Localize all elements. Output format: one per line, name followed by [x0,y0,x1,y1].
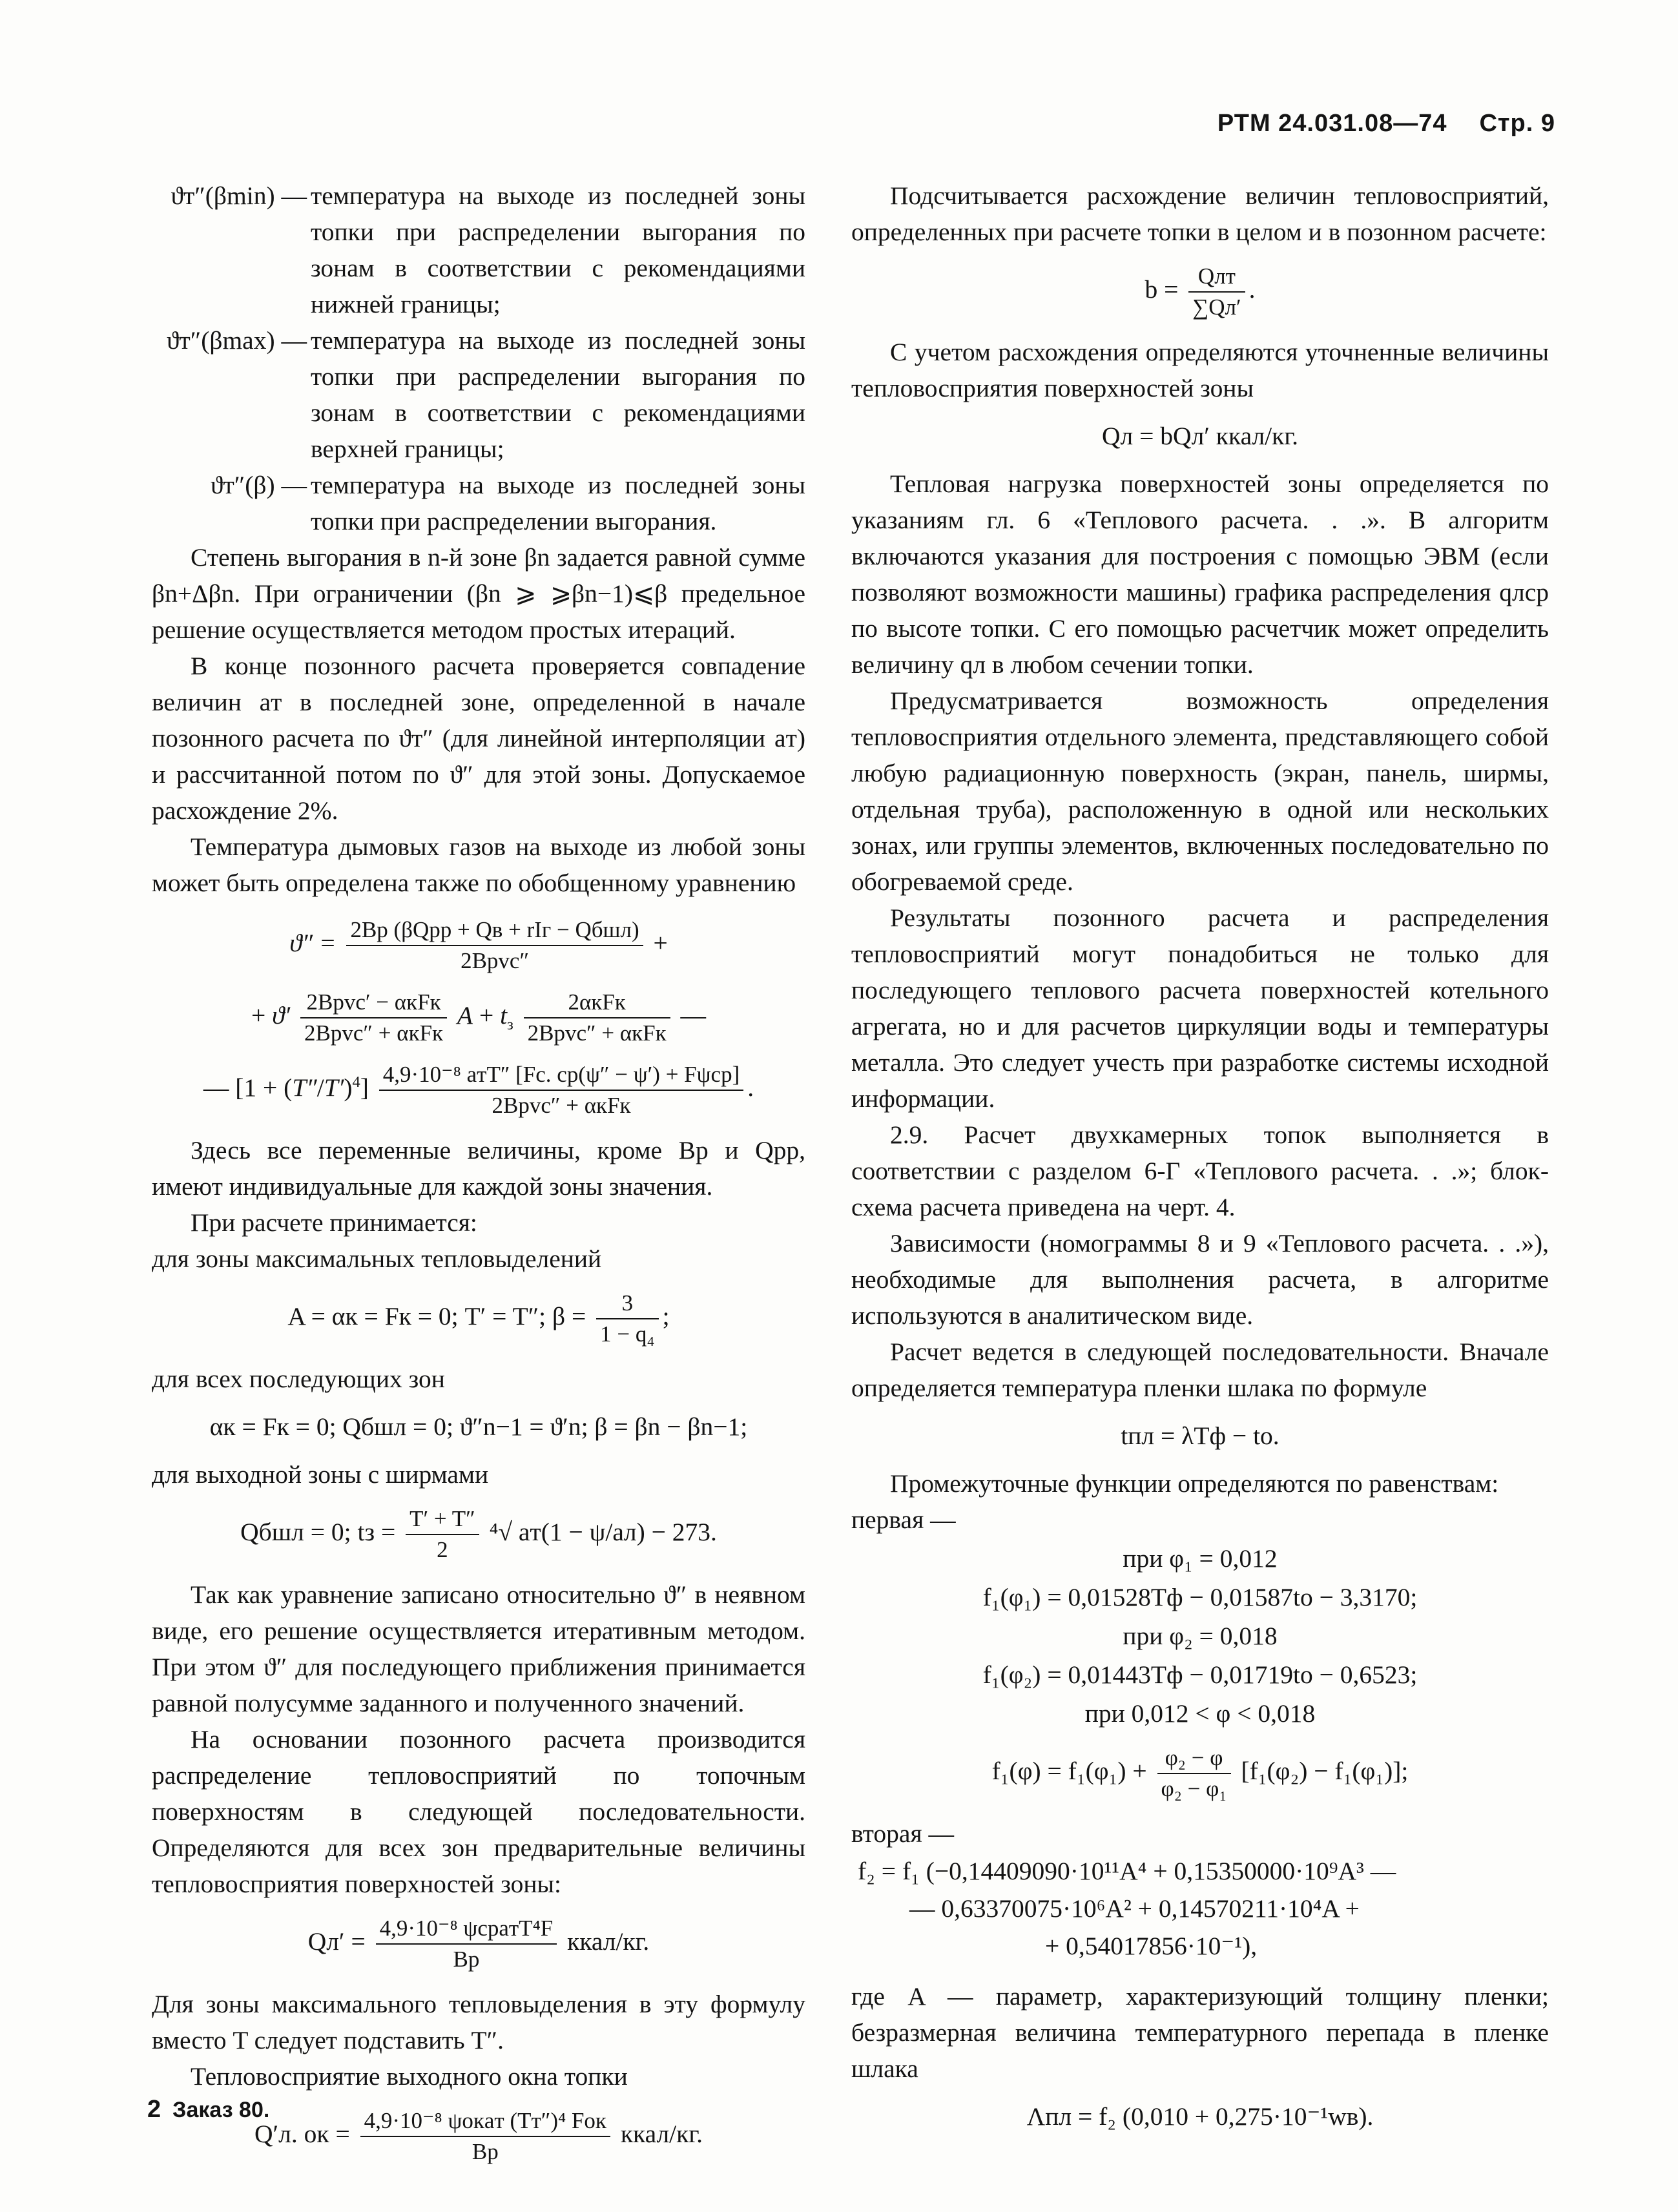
equation-f1-interp: f₁(φ) = f₁(φ₁) + $\frac{\text{φ₂ − φ}}{\text{φ₂ − φ₁}}$ [f₁(φ₂) − f₁(φ₁)]; [851,1743,1549,1804]
equation-b: b = $\frac{\text{Qлт}}{\sum Qл'}$ . [851,262,1549,322]
equation-q-prelim: Qл′ = $\frac{\text{4,9·10⁻⁸ ψсрaтT⁴F}}{Bр}$ ккал/кг. [152,1914,805,1974]
equation-lambda-film: Λпл = f₂ (0,010 + 0,275·10⁻¹wв). [1026,2102,1374,2131]
paragraph: первая — [851,1505,956,1534]
fraction: $\frac{\text{2Bрvc′ − αкFк}}{\text{2Bрvc″ + αкFк}}$ [300,987,447,1048]
equation-zone-max: A = αк = Fк = 0; T′ = T″; β = $\frac{3}{\text{1 − q₄}}$ ; [152,1288,805,1349]
paragraph: В конце позонного расчета проверяется совпадение величин aт в последней зоне, определенной в начале позонного расчета по ϑт″ (для линейной интерполяции aт) и рассчитанной потом по ϑ″ для этой зоны. Допускаемое расхождение 2%. [152,652,805,825]
fraction: $\frac{T' + T''}{2}$ [406,1504,479,1565]
paragraph: Промежуточные функции определяются по равенствам: [890,1469,1499,1498]
paragraph: Расчет ведется в следующей последовательности. Вначале определяется температура пленки шлака по формуле [851,1338,1549,1402]
definition-text: температура на выходе из последней зоны топки при распределении выгорания по зонам в соответствии с рекомендациями нижней границы; [311,181,805,318]
paragraph: Подсчитывается расхождение величин тепловосприятий, определенных при расчете топки в целом и в позонном расчете: [851,181,1549,246]
definition-item [152,322,805,467]
definition-symbol: ϑт″(βmin) — [171,181,307,210]
paragraph: Результаты позонного расчета и распределения тепловосприятий могут понадобиться не только для последующего теплового расчета поверхностей котельного агрегата, но и для расчетов циркуляции воды и температуры металла. Это следует учесть при разработке системы исходной информации. [851,904,1549,1113]
equation-theta-line2: + ϑ′ $\frac{\text{2Bрvc′ − αкFк}}{\text{2Bрvc″ + αкFк}}$ $A + t_з$ $\frac{\text{2αкFк}}{\text{2Bрvc″ + αкFк}}$ — [152,987,805,1048]
definition-text: температура на выходе из последней зоны топки при распределении выгорания по зонам в соответствии с рекомендациями верхней границы; [311,326,805,463]
paragraph: Степень выгорания в n-й зоне βn задается равной сумме βn+Δβn. При ограничении (βn ⩾ ⩾βn−1)⩽β предельное решение осуществляется методом простых итераций. [152,543,805,644]
paragraph: На основании позонного расчета производится распределение тепловосприятий по топочным поверхностям в следующей последовательности. Определяются для всех зон предварительные величины тепловосприятия поверхностей зоны: [152,1725,805,1898]
fraction: $\frac{\text{φ₂ − φ}}{\text{φ₂ − φ₁}}$ [1157,1743,1231,1804]
fraction: $\frac{\text{2αкFк}}{\text{2Bрvc″ + αкFк}}$ [524,987,670,1048]
condition: при 0,012 < φ < 0,018 [1084,1699,1316,1728]
equation-theta-line3: — $[1 + (T''/T')^4]$ $\frac{\text{4,9·10⁻⁸ aтT″ [Fс. ср(ψ″ − ψ′) + Fψср]}}{\text{2Bрvc″ + αкFк}}$ . [152,1060,805,1121]
paragraph: С учетом расхождения определяются уточненные величины тепловосприятия поверхностей зоны [851,338,1549,402]
equation-t-film: tпл = λTф − tо. [1121,1421,1279,1450]
equation-q-window: Q′л. ок = $\frac{\text{4,9·10⁻⁸ ψокaт (Tт″)⁴ Fок}}{Bр}$ ккал/кг. [152,2106,805,2167]
equation-f2-line1: f₂ = f₁ (−0,14409090·10¹¹A⁴ + 0,15350000·10⁹A³ — [858,1857,1396,1885]
running-header [1185,110,1555,138]
equation-f2-line2: — 0,63370075·10⁶A² + 0,14570211·10⁴A + [909,1894,1360,1923]
paragraph: Для зоны максимального тепловыделения в эту формулу вместо T следует подставить T″. [152,1990,805,2054]
document-code: РТМ 24.031.08—74 [1217,110,1447,137]
equation-f2-line3: + 0,54017856·10⁻¹), [1045,1932,1258,1960]
fraction: $\frac{\text{4,9·10⁻⁸ ψсрaтT⁴F}}{Bр}$ [376,1914,557,1974]
paragraph: Тепловая нагрузка поверхностей зоны определяется по указаниям гл. 6 «Теплового расчета. . .». В алгоритм включаются указания для построения с помощью ЭВМ (если позволяют возможности машины) графика распределения qлср по высоте топки. С его помощью расчетчик может определить величину qл в любом сечении топки. [851,470,1549,679]
paragraph: Так как уравнение записано относительно ϑ″ в неявном виде, его решение осуществляется итеративным методом. При этом ϑ″ для последующего приближения принимается равной полусумме заданного и полученного значений. [152,1580,805,1717]
order-number: Заказ 80. [172,2098,270,2122]
definition-item [152,178,805,322]
paragraph: где A — параметр, характеризующий толщину пленки; безразмерная величина температурного перепада в пленке шлака [851,1982,1549,2083]
paragraph: для всех последующих зон [152,1365,445,1393]
definition-symbol: ϑт″(β) — [210,471,307,499]
page-number: Стр. 9 [1479,110,1555,137]
fraction: $\frac{\text{2Bр (βQрр + Qв + rIг − Qбшл)}}{\text{2Bрvc″}}$ [346,915,643,976]
definition-text: температура на выходе из последней зоны топки при распределении выгорания. [311,471,805,535]
paragraph: Температура дымовых газов на выходе из любой зоны может быть определена также по обобщенному уравнению [152,832,805,897]
paragraph: 2.9. Расчет двухкамерных топок выполняется в соответствии с разделом 6-Г «Теплового расчета. . .»; блок-схема расчета приведена на черт. 4. [851,1121,1549,1221]
paragraph: для выходной зоны с ширмами [152,1460,489,1489]
fraction: $\frac{\text{Qлт}}{\sum Qл'}$ [1188,262,1245,322]
sheet-number: 2 [147,2096,161,2123]
paragraph: вторая — [851,1819,954,1848]
equation-next-zones: αк = Fк = 0; Qбшл = 0; ϑ″n−1 = ϑ′n; β = βn − βn−1; [209,1412,748,1441]
paragraph: Тепловосприятие выходного окна топки [191,2062,628,2091]
paragraph: Предусматривается возможность определения тепловосприятия отдельного элемента, представляющего собой любую радиационную поверхность (экран, панель, ширмы, отдельная труба), расположенную в одной или нескольких зонах, или группы элементов, включенных последовательно по обогреваемой среде. [851,687,1549,896]
paragraph: Здесь все переменные величины, кроме Bр и Qрр, имеют индивидуальные для каждой зоны значения. [152,1136,805,1201]
equation-theta: ϑ″ = $\frac{\text{2Bр (βQрр + Qв + rIг − Qбшл)}}{\text{2Bрvc″}}$ + [152,915,805,976]
fraction: $\frac{\text{4,9·10⁻⁸ aтT″ [Fс. ср(ψ″ − ψ′) + Fψср]}}{\text{2Bрvc″ + αкFк}}$ [379,1060,743,1121]
fraction: $\frac{\text{4,9·10⁻⁸ ψокaт (Tт″)⁴ Fок}}{Bр}$ [360,2106,610,2167]
condition: при φ₁ = 0,012 [1123,1544,1278,1573]
fraction: $\frac{3}{\text{1 − q₄}}$ [596,1288,658,1349]
paragraph: Зависимости (номограммы 8 и 9 «Теплового расчета. . .»), необходимые для выполнения расчета, в алгоритме используются в аналитическом виде. [851,1229,1549,1330]
equation-q-refined: Qл = bQл′ ккал/кг. [1102,422,1298,450]
equation-f1-phi2: f₁(φ₂) = 0,01443Tф − 0,01719tо − 0,6523; [982,1660,1418,1689]
equation-exit-zone: Qбшл = 0; tз = $\frac{T' + T''}{2}$ ⁴√ aт(1 − ψ/aл) − 273. [152,1504,805,1565]
definition-item [152,467,805,539]
condition: при φ₂ = 0,018 [1123,1622,1278,1650]
equation-f1-phi1: f₁(φ₁) = 0,01528Tф − 0,01587tо − 3,3170; [982,1583,1418,1611]
paragraph: При расчете принимается: [191,1208,477,1237]
paragraph: для зоны максимальных тепловыделений [152,1245,602,1273]
definition-symbol: ϑт″(βmax) — [166,326,307,355]
page-footer [147,2096,269,2124]
right-column [851,178,1549,2146]
left-column [152,178,805,2178]
